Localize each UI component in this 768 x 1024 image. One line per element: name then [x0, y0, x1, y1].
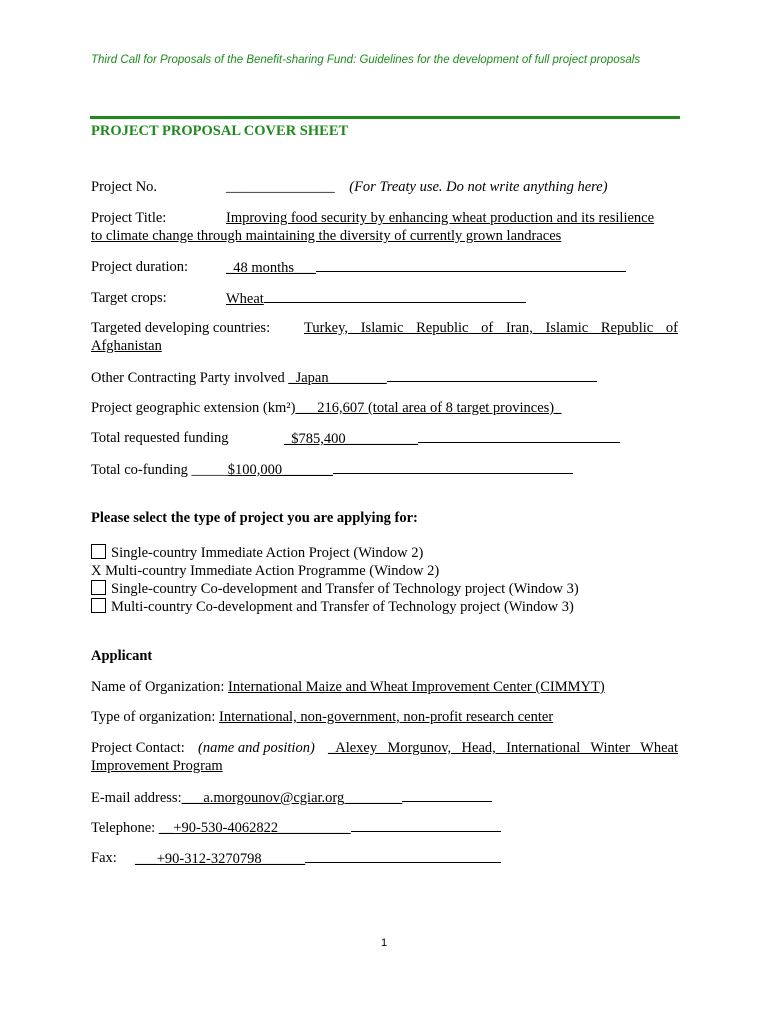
funding-label: Total requested funding [91, 430, 229, 446]
checkbox-icon[interactable] [91, 598, 106, 613]
extension-value: ___216,607 (total area of 8 target provinces)_ [295, 400, 562, 416]
project-duration-value: _48 months___ [226, 260, 316, 276]
project-title-value-line2: to climate change through maintaining the diversity of currently grown landraces [91, 228, 562, 244]
fax-value: ___+90-312-3270798______ [135, 851, 306, 867]
cofunding-value: $100,000_______ [227, 462, 333, 478]
other-party-value: _Japan________ [288, 370, 387, 386]
organization-type-value: International, non-government, non-profit research center [218, 709, 554, 725]
fax-label: Fax: [91, 850, 117, 866]
project-type-question: Please select the type of project you are applying for: [91, 510, 418, 526]
organization-type-label: Type of organization: [91, 709, 216, 725]
project-no-row [91, 178, 608, 196]
project-contact-value-line2: Improvement Program [91, 758, 223, 774]
telephone-label: Telephone: [91, 820, 156, 836]
organization-type-row [91, 708, 553, 726]
target-crops-row [226, 289, 526, 308]
extension-label: Project geographic extension (km²) [91, 400, 296, 416]
other-party-blank-line [387, 368, 597, 382]
project-contact-value-line1: _Alexey Morgunov, Head, International Winter Wheat [328, 740, 678, 756]
other-party-label: Other Contracting Party involved [91, 370, 285, 386]
header-rule [90, 116, 680, 119]
project-type-option-label: Multi-country Immediate Action Programme (Window 2) [105, 563, 440, 579]
project-contact-note [198, 739, 315, 757]
countries-label: Targeted developing countries: [91, 320, 271, 336]
cofunding-label: Total co-funding [91, 462, 188, 478]
project-type-option-label: Single-country Immediate Action Project (Window 2) [111, 545, 424, 561]
project-type-option-label: Single-country Co-development and Transfer of Technology project (Window 3) [111, 581, 579, 597]
project-type-option-3[interactable] [91, 580, 579, 598]
other-party-row [91, 368, 597, 387]
telephone-value: __+90-530-4062822__________ [158, 820, 351, 836]
funding-blank-line [418, 429, 620, 443]
x-mark[interactable]: X [91, 563, 102, 579]
contact-note-text: (name and position) [198, 740, 315, 756]
organization-row [91, 678, 605, 696]
page-title: PROJECT PROPOSAL COVER SHEET [91, 123, 349, 139]
project-no-value: _______________ [226, 179, 335, 195]
email-row [91, 788, 492, 807]
funding-row [284, 429, 620, 448]
project-title-label: Project Title: [91, 210, 167, 226]
project-type-option-4[interactable] [91, 598, 574, 616]
countries-value-line1: Turkey, Islamic Republic of Iran, Islamic Republic of [304, 320, 678, 336]
cofunding-row [91, 460, 573, 479]
fax-blank-line [305, 849, 501, 863]
project-contact-label: Project Contact: [91, 740, 185, 756]
project-title-value-line1: Improving food security by enhancing wheat production and its resilience [226, 210, 655, 226]
running-header: Third Call for Proposals of the Benefit-sharing Fund: Guidelines for the development of full project proposals [91, 54, 641, 66]
telephone-blank-line [351, 818, 501, 832]
project-type-option-1[interactable] [91, 544, 423, 562]
cofunding-blank-line [333, 460, 573, 474]
email-value: ___a.morgounov@cgiar.org________ [181, 790, 403, 806]
crops-blank-line [264, 289, 526, 303]
project-type-option-label: Multi-country Co-development and Transfer of Technology project (Window 3) [111, 599, 574, 615]
organization-label: Name of Organization: [91, 679, 225, 695]
project-no-note: (For Treaty use. Do not write anything here) [349, 179, 608, 195]
organization-value: International Maize and Wheat Improvement Center (CIMMYT) [228, 679, 605, 695]
countries-value-line2: Afghanistan [91, 338, 162, 354]
telephone-row [91, 818, 501, 837]
fax-row [135, 849, 501, 868]
checkbox-icon[interactable] [91, 580, 106, 595]
target-crops-label: Target crops: [91, 290, 167, 306]
extension-row [91, 399, 561, 417]
project-duration-row [226, 258, 626, 277]
duration-blank-line [316, 258, 626, 272]
checkbox-icon[interactable] [91, 544, 106, 559]
project-duration-label: Project duration: [91, 259, 189, 275]
target-crops-value: Wheat [226, 291, 264, 307]
funding-value: _$785,400__________ [284, 431, 419, 447]
project-no-label: Project No. [91, 179, 158, 195]
cofunding-prefix: _____ [191, 462, 228, 478]
email-label: E-mail address: [91, 790, 182, 806]
page-number: 1 [380, 937, 388, 949]
applicant-heading: Applicant [91, 648, 153, 664]
project-type-option-2[interactable] [91, 562, 439, 580]
email-blank-line [402, 788, 492, 802]
